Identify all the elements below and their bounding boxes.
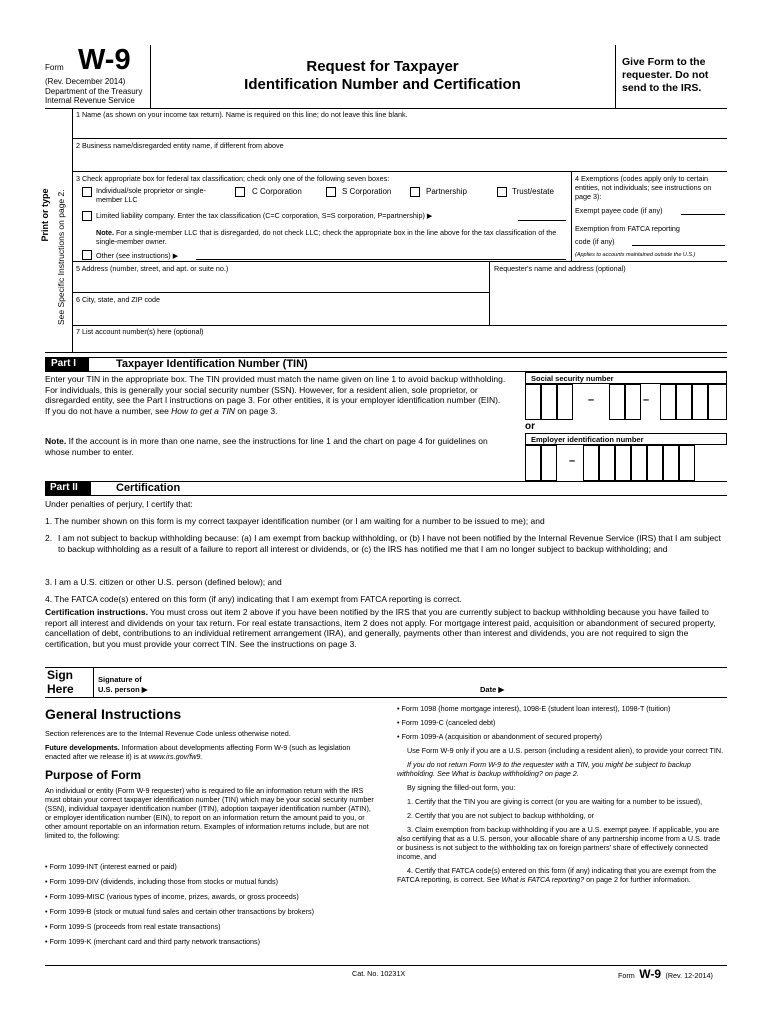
fatca-applies-note: (Applies to accounts maintained outside the U.S.) xyxy=(575,252,696,258)
other-classification-checkbox[interactable] xyxy=(82,250,92,260)
ein-dash: – xyxy=(569,455,576,467)
part2-title: Certification xyxy=(116,482,181,494)
form-title-line1: Request for Taxpayer xyxy=(306,58,459,75)
line2-business-name-label: 2 Business name/disregarded entity name, if different from above xyxy=(76,141,284,150)
trust-estate-checkbox[interactable] xyxy=(497,187,507,197)
cert-item-3: 3. I am a U.S. citizen or other U.S. person (defined below); and xyxy=(45,577,282,587)
section-references-text: Section references are to the Internal Revenue Code unless otherwise noted. xyxy=(45,729,291,738)
cert-item-2: I am not subject to backup withholding because: (a) I am exempt from backup withholding, or (b) I have not been notified by the Internal Revenue Service (IRS) that I am subject to backup withholding as a result of a failure to report all interest or dividends, or (c) the IRS has notified me that I am no longer subject to backup withholding; and xyxy=(58,533,721,554)
ssn-digit-1[interactable] xyxy=(525,384,541,420)
signature-field[interactable] xyxy=(160,669,476,696)
date-label: Date ▶ xyxy=(480,685,505,694)
ssn-digit-9[interactable] xyxy=(708,384,727,420)
no-return-warning: If you do not return Form W-9 to the requester with a TIN, you might be subject to backup withholding. See What is backup withholding? on page 2. xyxy=(397,760,691,778)
list-item: • Form 1099-DIV (dividends, including those from stocks or mutual funds) xyxy=(45,877,279,886)
ssn-dash-1: – xyxy=(588,394,595,406)
list-item: • Form 1099-K (merchant card and third party network transactions) xyxy=(45,937,261,946)
ssn-digit-8[interactable] xyxy=(692,384,708,420)
list-item: • Form 1099-S (proceeds from real estate transactions) xyxy=(45,922,221,931)
ein-input[interactable] xyxy=(525,445,727,481)
sign-label: Sign xyxy=(47,668,73,682)
cert-item-1: 1. The number shown on this form is my correct taxpayer identification number (or I am waiting for a number to be issued to me); and xyxy=(45,516,545,526)
certify-item-1: 1. Certify that the TIN you are giving is correct (or you are waiting for a number to be issued), xyxy=(407,797,703,806)
revision-date: (Rev. December 2014) xyxy=(45,77,126,86)
llc-classification-field[interactable] xyxy=(518,209,566,220)
list-item: • Form 1099-MISC (various types of income, prizes, awards, or gross proceeds) xyxy=(45,892,299,901)
use-form-text: Use Form W-9 only if you are a U.S. person (including a resident alien), to provide your correct TIN. xyxy=(407,746,724,755)
ein-digit-6[interactable] xyxy=(631,445,647,481)
purpose-of-form-text: An individual or entity (Form W-9 requester) who is required to file an information return with the IRS must obtain your correct taxpayer identification number (TIN) which may be your social security number (SSN), individual taxpayer identification number (ITIN), adoption taxpayer identification number (ATIN), or employer identification number (EIN), to report on an information return the amount paid to you, or other amount reportable on an information return. Examples of information returns include, but are not limited to, the following: xyxy=(45,786,374,840)
exempt-payee-code-field[interactable] xyxy=(681,204,725,214)
ssn-digit-3[interactable] xyxy=(557,384,573,420)
or-label: or xyxy=(525,421,535,432)
list-item: • Form 1099-B (stock or mutual fund sales and certain other transactions by brokers) xyxy=(45,907,314,916)
certify-item-2: 2. Certify that you are not subject to backup withholding, or xyxy=(407,811,594,820)
line1-name-label: 1 Name (as shown on your income tax return). Name is required on this line; do not leave this line blank. xyxy=(76,110,408,119)
other-classification-label: Other (see instructions) ▶ xyxy=(96,251,179,260)
form-title-line2: Identification Number and Certification xyxy=(244,76,521,93)
other-classification-field[interactable] xyxy=(196,248,566,259)
give-form-note: Give Form to the requester. Do not send to the IRS. xyxy=(622,56,709,94)
individual-checkbox[interactable] xyxy=(82,187,92,197)
ein-digit-7[interactable] xyxy=(647,445,663,481)
certify-item-4: 4. Certify that FATCA code(s) entered on this form (if any) indicating that you are exempt from the FATCA reporting, is correct. See What is FATCA reporting? on page 2 for further information. xyxy=(397,866,717,884)
fatca-exemption-label: Exemption from FATCA reporting xyxy=(575,224,680,233)
print-or-type-label: Print or type xyxy=(40,188,50,242)
line7-account-numbers-field[interactable] xyxy=(73,336,727,352)
cert-item-2-number: 2. xyxy=(45,533,53,543)
ssn-digit-2[interactable] xyxy=(541,384,557,420)
see-specific-instructions-label: See Specific Instructions on page 2. xyxy=(56,189,66,325)
ein-digit-9[interactable] xyxy=(679,445,695,481)
future-developments-text: Future developments. Information about developments affecting Form W-9 (such as legislation enacted after we release it) is at www.irs.gov/fw9. xyxy=(45,743,351,761)
instructions-right-column xyxy=(397,704,727,884)
form-number: W-9 xyxy=(78,44,131,76)
form-header xyxy=(0,0,770,110)
partnership-checkbox[interactable] xyxy=(410,187,420,197)
line5-address-label: 5 Address (number, street, and apt. or suite no.) xyxy=(76,264,229,273)
date-field[interactable] xyxy=(510,669,727,696)
line4-exemptions-label: 4 Exemptions (codes apply only to certain entities, not individuals; see instructions on page 3): xyxy=(575,174,712,201)
list-item: • Form 1098 (home mortgage interest), 1098-E (student loan interest), 1098-T (tuition) xyxy=(397,704,671,713)
by-signing-text: By signing the filled-out form, you: xyxy=(407,783,516,792)
ssn-digit-6[interactable] xyxy=(660,384,676,420)
ein-digit-4[interactable] xyxy=(599,445,615,481)
perjury-intro: Under penalties of perjury, I certify that: xyxy=(45,499,193,509)
exempt-payee-label: Exempt payee code (if any) xyxy=(575,206,663,215)
information-return-list xyxy=(45,862,375,952)
line1-name-field[interactable] xyxy=(73,119,727,138)
part1-title: Taxpayer Identification Number (TIN) xyxy=(116,358,308,370)
partnership-label: Partnership xyxy=(426,187,467,196)
ein-digit-1[interactable] xyxy=(525,445,541,481)
s-corporation-checkbox[interactable] xyxy=(326,187,336,197)
purpose-of-form-heading: Purpose of Form xyxy=(45,768,142,782)
fatca-code-field[interactable] xyxy=(632,235,725,245)
footer-form-id: Form W-9 (Rev. 12-2014) xyxy=(618,967,713,981)
llc-note: Note. For a single-member LLC that is disregarded, do not check LLC; check the appropriate box in the line above for the tax classification of the single-member owner. xyxy=(96,228,557,246)
side-instruction-label xyxy=(40,105,70,325)
ssn-input[interactable] xyxy=(525,384,727,420)
list-item: • Form 1099-C (canceled debt) xyxy=(397,718,496,727)
part1-note: Note. If the account is in more than one name, see the instructions for line 1 and the chart on page 4 for guidelines on whose number to enter. xyxy=(45,436,488,457)
form-label: Form xyxy=(45,63,64,72)
llc-label: Limited liability company. Enter the tax classification (C=C corporation, S=S corporation, P=partnership) ▶ xyxy=(96,211,433,220)
llc-checkbox[interactable] xyxy=(82,211,92,221)
general-instructions-heading: General Instructions xyxy=(45,706,182,722)
ein-label-box xyxy=(525,433,727,445)
part1-badge: Part I xyxy=(45,357,89,371)
line6-city-state-zip-label: 6 City, state, and ZIP code xyxy=(76,295,161,304)
trust-estate-label: Trust/estate xyxy=(512,187,554,196)
ein-digit-2[interactable] xyxy=(541,445,557,481)
certify-item-3: 3. Claim exemption from backup withholding if you are a U.S. exempt payee. If applicable, you are also certifying that as a U.S. person, your allocable share of any partnership income from a U.S. trade or business is not subject to the withholding tax on foreign partners' share of effectively connected income, and xyxy=(397,825,721,861)
line3-classification-label: 3 Check appropriate box for federal tax classification; check only one of the following seven boxes: xyxy=(76,174,390,183)
list-item: • Form 1099-A (acquisition or abandonment of secured property) xyxy=(397,732,603,741)
catalog-number: Cat. No. 10231X xyxy=(352,969,406,978)
ssn-label-box xyxy=(525,372,727,384)
individual-label: Individual/sole proprietor or single-member LLC xyxy=(96,186,206,204)
line7-account-numbers-label: 7 List account number(s) here (optional) xyxy=(76,327,204,336)
list-item: • Form 1099-INT (interest earned or paid) xyxy=(45,862,177,871)
irs-label: Internal Revenue Service xyxy=(45,96,135,105)
c-corporation-label: C Corporation xyxy=(252,187,302,196)
line6-city-state-zip-field[interactable] xyxy=(73,304,488,325)
ssn-digit-7[interactable] xyxy=(676,384,692,420)
ssn-label: Social security number xyxy=(531,374,614,383)
ein-label: Employer identification number xyxy=(531,435,644,444)
ssn-digit-5[interactable] xyxy=(625,384,641,420)
part2-badge: Part II xyxy=(45,481,91,495)
here-label: Here xyxy=(47,682,74,696)
signature-label-line2: U.S. person ▶ xyxy=(98,685,148,694)
fatca-code-label: code (if any) xyxy=(575,237,615,246)
requester-name-address-label: Requester's name and address (optional) xyxy=(494,264,626,273)
requester-name-address-field[interactable] xyxy=(490,273,727,325)
s-corporation-label: S Corporation xyxy=(342,187,392,196)
ein-digit-5[interactable] xyxy=(615,445,631,481)
ssn-digit-4[interactable] xyxy=(609,384,625,420)
part1-instructions: Enter your TIN in the appropriate box. The TIN provided must match the name given on line 1 to avoid backup withholding. For individuals, this is generally your social security number (SSN). However, for a resident alien, sole proprietor, or disregarded entity, see the Part I instructions on page 3. For other entities, it is your employer identification number (EIN). If you do not have a number, see How to get a TIN on page 3. xyxy=(45,374,506,416)
signature-label-line1: Signature of xyxy=(98,675,142,684)
cert-item-4: 4. The FATCA code(s) entered on this form (if any) indicating that I am exempt from FATCA reporting is correct. xyxy=(45,594,462,604)
line2-business-name-field[interactable] xyxy=(73,150,727,171)
ein-digit-8[interactable] xyxy=(663,445,679,481)
ssn-dash-2: – xyxy=(643,394,650,406)
c-corporation-checkbox[interactable] xyxy=(235,187,245,197)
ein-digit-3[interactable] xyxy=(583,445,599,481)
certification-instructions: Certification instructions. You must cross out item 2 above if you have been notified by the IRS that you are currently subject to backup withholding because you have failed to report all interest and dividends on your tax return. For real estate transactions, item 2 does not apply. For mortgage interest paid, acquisition or abandonment of secured property, cancellation of debt, contributions to an individual retirement arrangement (IRA), and generally, payments other than interest and dividends, you are not required to sign the certification, but you must provide your correct TIN. See the instructions on page 3. xyxy=(45,607,716,649)
line5-address-field[interactable] xyxy=(73,273,488,292)
department-label: Department of the Treasury xyxy=(45,87,143,96)
